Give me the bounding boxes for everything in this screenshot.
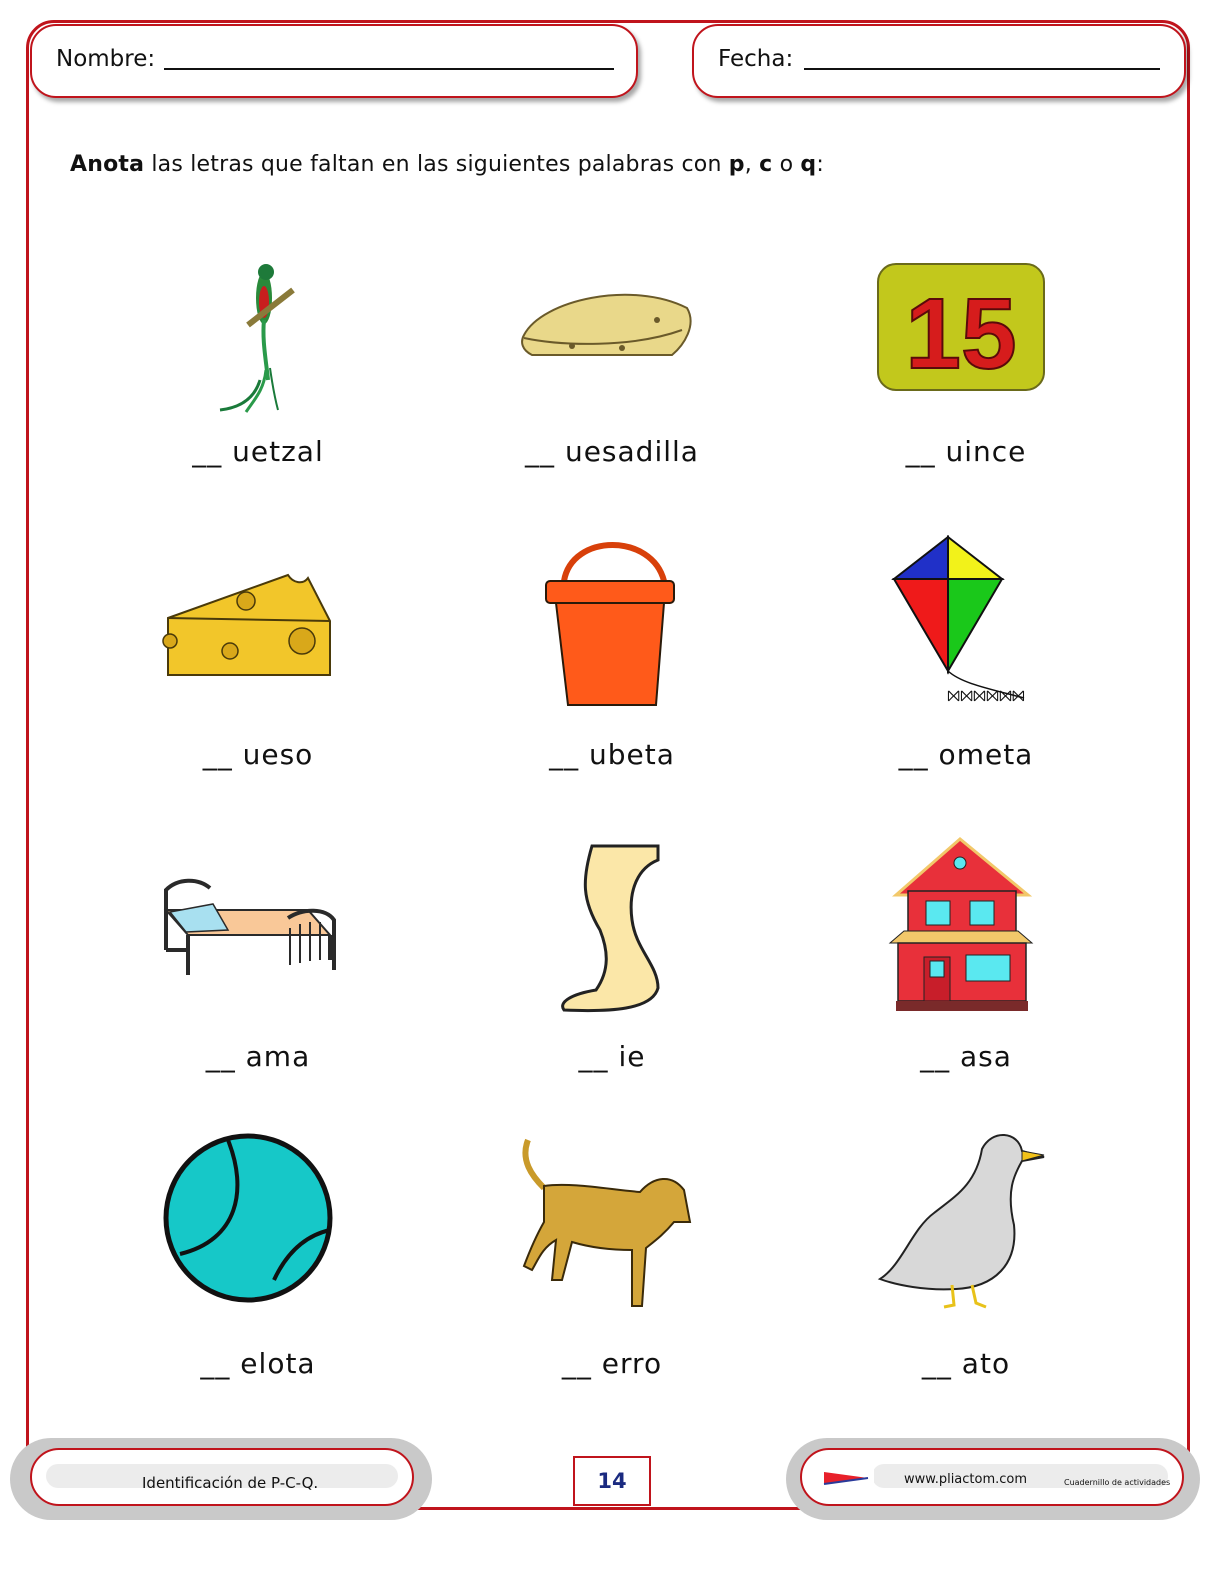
word-blank[interactable]: __ ometa [898,738,1034,771]
exercise-item [78,250,438,550]
ball-icon [78,1130,438,1315]
word-blank[interactable]: __ asa [920,1040,1012,1073]
pliactom-logo-icon [818,1460,874,1494]
exercise-item [432,533,792,833]
kite-icon [786,533,1146,713]
house-icon [786,835,1146,1020]
word-blank[interactable]: __ elota [200,1347,316,1380]
exercise-item [432,840,792,1140]
name-label: Nombre: [56,46,156,72]
date-field[interactable] [804,68,1160,70]
exercise-item [786,250,1146,550]
instruction-sep: , [744,152,760,177]
instruction-sep: o [772,152,801,177]
word-blank[interactable]: __ ie [578,1040,646,1073]
exercise-item [78,840,438,1140]
number-15-text: 15 [905,278,1017,390]
word-blank[interactable]: __ uince [905,435,1027,468]
word-blank[interactable]: __ ubeta [549,738,675,771]
date-label: Fecha: [718,46,794,72]
exercise-item [78,553,438,853]
instruction-end: : [816,152,824,177]
date-box [692,24,1186,98]
name-box [30,24,638,98]
exercise-item [786,835,1146,1135]
name-field[interactable] [164,68,614,70]
exercise-item [78,1130,438,1430]
duck-icon [786,1125,1146,1310]
number-15-icon [786,250,1146,430]
word-blank[interactable]: __ ueso [202,738,314,771]
exercise-item [432,1130,792,1430]
quesadilla-icon [432,250,792,430]
letter-q: q [800,152,817,177]
svg-text:⨝⨝⨝⨝⨝⨝: ⨝⨝⨝⨝⨝⨝ [947,686,1025,705]
footer-topic: Identificación de P-C-Q. [142,1474,319,1492]
exercise-item [432,250,792,550]
footer-website[interactable]: www.pliactom.com [904,1472,1028,1487]
word-blank[interactable]: __ ama [205,1040,311,1073]
dog-icon [432,1130,792,1315]
word-blank[interactable]: __ uesadilla [525,435,699,468]
footer-left-box [30,1448,414,1506]
exercise-item [786,533,1146,833]
word-blank[interactable]: __ erro [561,1347,663,1380]
foot-leg-icon [432,840,792,1020]
bucket-icon [432,533,792,713]
letter-c: c [759,152,773,177]
cheese-icon [78,553,438,733]
letter-p: p [728,152,745,177]
instruction [70,152,824,177]
quetzal-bird-icon [78,250,438,430]
instruction-lead: Anota [70,152,145,177]
instruction-text: las letras que faltan en las siguientes palabras con [144,152,729,177]
footer-booklet: Cuadernillo de actividades [1064,1478,1171,1487]
word-blank[interactable]: __ uetzal [192,435,324,468]
word-blank[interactable]: __ ato [921,1347,1011,1380]
exercise-item [786,1125,1146,1425]
footer-right-box [800,1448,1184,1506]
page-number: 14 [573,1456,651,1506]
bed-icon [78,840,438,1020]
